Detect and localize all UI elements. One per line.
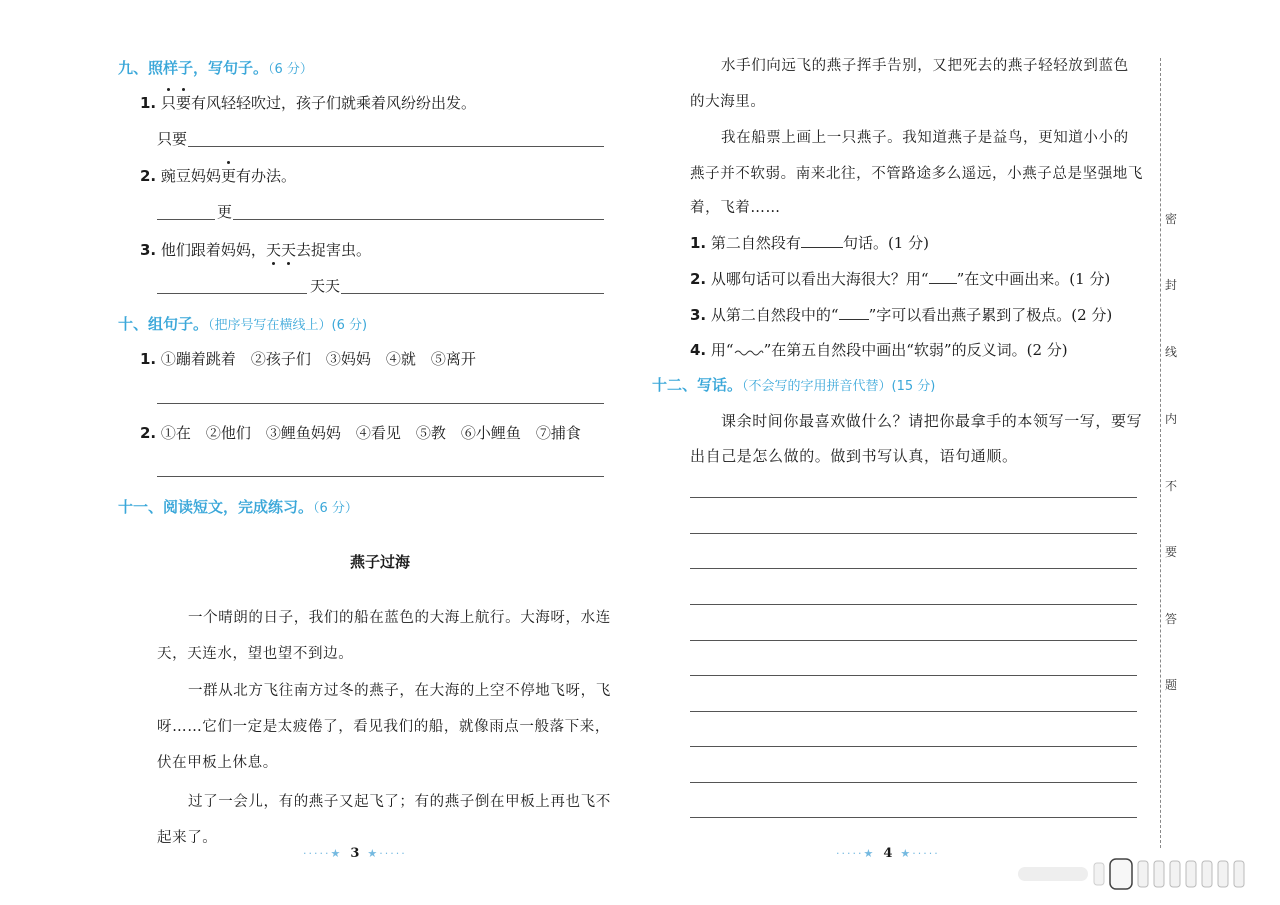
story-p5-line2: 燕子并不软弱。南来北往，不管路途多么遥远，小燕子总是坚强地飞 <box>690 166 1143 182</box>
story-p5-line3: 着，飞着…… <box>690 200 781 216</box>
story-p2-line1: 一群从北方飞往南方过冬的燕子，在大海的上空不停地飞呀，飞 <box>188 683 611 699</box>
section-10-heading: 十、组句子。（把序号写在横线上）(6 分) <box>118 315 368 333</box>
q9-2-prompt: 更 <box>217 203 233 221</box>
writing-line[interactable] <box>690 782 1137 783</box>
story-p4-line1: 水手们向远飞的燕子挥手告别，又把死去的燕子轻轻放到蓝色 <box>721 58 1129 74</box>
writing-line[interactable] <box>690 497 1137 498</box>
writing-line[interactable] <box>690 817 1137 818</box>
writing-line[interactable] <box>690 604 1137 605</box>
story-p1-line2: 天，天连水，望也望不到边。 <box>157 646 354 662</box>
straight-line-mark <box>929 283 957 284</box>
seal-char: 密 <box>1165 212 1178 226</box>
wavy-line-mark <box>734 346 764 356</box>
writing-line[interactable] <box>690 568 1137 569</box>
reading-q3: 3. 从第二自然段中的“ ”字可以看出燕子累到了极点。(2 分) <box>690 306 1113 324</box>
story-p2-line2: 呀……它们一定是太疲倦了，看见我们的船，就像雨点一般落下来， <box>157 719 610 735</box>
writing-line[interactable] <box>690 711 1137 712</box>
q10-2-answer-line[interactable] <box>157 476 604 477</box>
writing-line[interactable] <box>690 533 1137 534</box>
q9-2-answer-line-a[interactable] <box>157 219 215 220</box>
q10-1: 1. ①蹦着跳着 ②孩子们 ③妈妈 ④就 ⑤离开 <box>140 350 476 368</box>
q9-3-prompt: 天天 <box>310 277 341 295</box>
story-p1-line1: 一个晴朗的日子，我们的船在蓝色的大海上航行。大海呀，水连 <box>188 610 611 626</box>
reading-q4: 4. 用“ ”在第五自然段中画出“软弱”的反义词。(2 分) <box>690 341 1068 359</box>
seal-char: 答 <box>1165 612 1178 626</box>
seal-char: 线 <box>1165 345 1178 359</box>
seal-char: 封 <box>1165 278 1178 292</box>
seal-dashed-line <box>1160 58 1161 848</box>
reading-q1-blank[interactable] <box>801 247 843 248</box>
writing-line[interactable] <box>690 746 1137 747</box>
q10-2: 2. ①在 ②他们 ③鲤鱼妈妈 ④看见 ⑤教 ⑥小鲤鱼 ⑦捕食 <box>140 424 581 442</box>
writing-prompt-line2: 出自己是怎么做的。做到书写认真，语句通顺。 <box>690 447 1018 465</box>
writing-prompt-line1: 课余时间你最喜欢做什么？请把你最拿手的本领写一写，要写 <box>721 412 1143 430</box>
q9-1-example: 1. 只要有风轻轻吹过，孩子们就乘着风纷纷出发。 <box>140 94 476 112</box>
q9-2-example: 2. 豌豆妈妈更有办法。 <box>140 167 296 185</box>
watermark-logo <box>1018 855 1248 891</box>
story-p2-line3: 伏在甲板上休息。 <box>157 755 278 771</box>
seal-char: 要 <box>1165 545 1178 559</box>
story-p4-line2: 的大海里。 <box>690 94 766 110</box>
seal-char: 内 <box>1165 412 1178 426</box>
q9-3-example: 3. 他们跟着妈妈，天天去捉害虫。 <box>140 241 371 259</box>
page-number-right: ·····★ 4 ★····· <box>836 846 940 861</box>
writing-line[interactable] <box>690 675 1137 676</box>
section-12-heading: 十二、写话。（不会写的字用拼音代替）(15 分) <box>652 376 936 394</box>
page-number-left: ·····★ 3 ★····· <box>303 846 407 861</box>
story-title: 燕子过海 <box>350 553 411 571</box>
seal-char: 题 <box>1165 678 1178 692</box>
story-p3-line1: 过了一会儿，有的燕子又起飞了；有的燕子倒在甲板上再也飞不 <box>188 794 611 810</box>
q10-1-answer-line[interactable] <box>157 403 604 404</box>
q9-3-answer-line-b[interactable] <box>341 293 604 294</box>
q9-2-answer-line-b[interactable] <box>233 219 604 220</box>
q9-3-answer-line-a[interactable] <box>157 293 307 294</box>
reading-q3-blank[interactable] <box>839 319 869 320</box>
reading-q2: 2. 从哪句话可以看出大海很大？用“ ”在文中画出来。(1 分) <box>690 270 1111 288</box>
q9-1-answer-line[interactable] <box>188 146 604 147</box>
writing-line[interactable] <box>690 640 1137 641</box>
reading-q1: 1. 第二自然段有 句话。(1 分) <box>690 234 929 252</box>
story-p5-line1: 我在船票上画上一只燕子。我知道燕子是益鸟，更知道小小的 <box>721 130 1129 146</box>
seal-char: 不 <box>1165 479 1178 493</box>
section-11-heading: 十一、阅读短文，完成练习。（6 分） <box>118 498 358 516</box>
q9-1-prompt: 只要 <box>157 130 188 148</box>
section-9-heading: 九、照样子，写句子。（6 分） <box>118 59 313 77</box>
story-p3-line2: 起来了。 <box>157 830 218 846</box>
